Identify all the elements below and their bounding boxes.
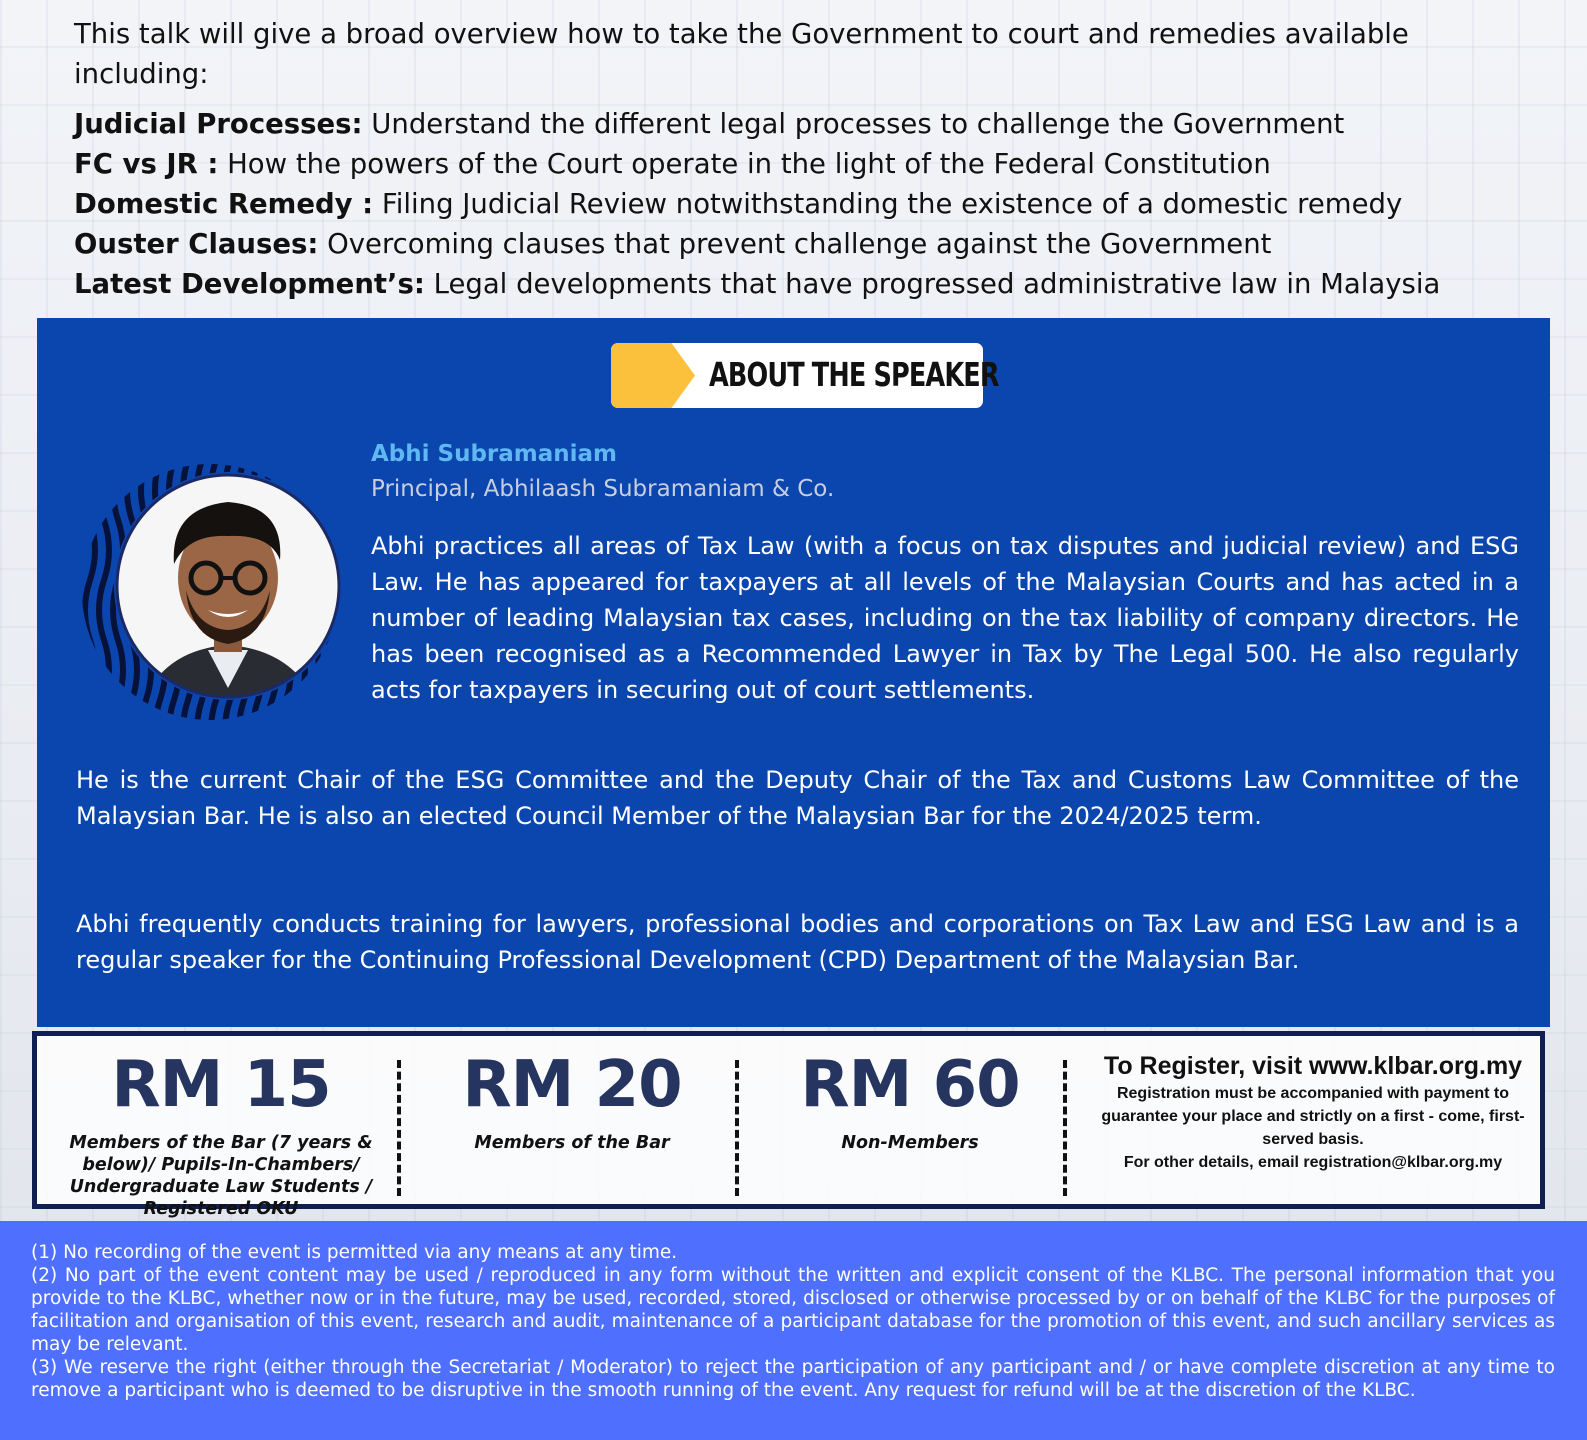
- topic-item: [74, 224, 1534, 264]
- price-audience: Members of the Bar: [474, 1133, 670, 1153]
- topic-text: Understand the different legal processes to challenge the Government: [362, 108, 1345, 140]
- price-tier: [407, 1036, 737, 1204]
- speaker-photo-icon: [70, 460, 346, 726]
- topic-label: Ouster Clauses:: [74, 228, 319, 260]
- topic-item: [74, 104, 1534, 144]
- dashed-divider: [735, 1060, 739, 1196]
- topic-text: Filing Judicial Review notwithstanding the existence of a domestic remedy: [373, 188, 1403, 220]
- register-note: Registration must be accompanied with payment to guarantee your place and strictly on a first - come, first-served basis.: [1101, 1085, 1525, 1148]
- dashed-divider: [397, 1060, 401, 1196]
- terms-item: (3) We reserve the right (either through the Secretariat / Moderator) to reject the participation of any participant and / or have complete discretion at any time to remove a participant who is deemed to be disruptive in the smooth running of the event. Any request for refund will be at the discretion of the KLBC.: [31, 1357, 1555, 1401]
- registration-info: [1083, 1050, 1543, 1174]
- intro-section: [74, 14, 1534, 304]
- pricing-box: [32, 1031, 1545, 1219]
- topic-label: Judicial Processes:: [74, 108, 363, 140]
- topic-item: [74, 184, 1534, 224]
- price-amount: RM 20: [462, 1048, 682, 1122]
- topic-item: [74, 144, 1534, 184]
- about-speaker-tag: [611, 343, 999, 408]
- topic-text: Legal developments that have progressed administrative law in Malaysia: [424, 268, 1441, 300]
- topic-text: How the powers of the Court operate in the light of the Federal Constitution: [218, 148, 1271, 180]
- register-contact: For other details, email registration@klbar.org.my: [1123, 1154, 1503, 1171]
- arrow-tag-icon: [611, 343, 695, 408]
- price-audience: Members of the Bar (7 years & below)/ Pupils-In-Chambers/ Undergraduate Law Students / Registered OKU: [69, 1133, 373, 1219]
- speaker-bio-paragraph: Abhi frequently conducts training for lawyers, professional bodies and corporations on Tax Law and ESG Law and is a regular speaker for the Continuing Professional Development (CPD) Department of the Malaysian Bar.: [76, 910, 1519, 974]
- topic-item: [74, 264, 1534, 304]
- topic-label: Latest Development’s:: [74, 268, 425, 300]
- terms-list: [31, 1241, 1555, 1402]
- terms-section: [0, 1221, 1587, 1440]
- speaker-name: Abhi Subramaniam: [371, 441, 618, 467]
- terms-item: (1) No recording of the event is permitted via any means at any time.: [31, 1242, 678, 1263]
- register-title: To Register, visit www.klbar.org.my: [1103, 1052, 1523, 1080]
- speaker-avatar: [70, 460, 346, 726]
- section-heading: ABOUT THE SPEAKER: [709, 355, 999, 394]
- speaker-bio-paragraph: Abhi practices all areas of Tax Law (with a focus on tax disputes and judicial review) and ESG Law. He has appeared for taxpayers at all levels of the Malaysian Courts and has acted in a number of leading Malaysian tax cases, including on the tax liability of company directors. He has been recognised as a Recommended Lawyer in Tax by The Legal 500. He also regularly acts for taxpayers in securing out of court settlements.: [371, 532, 1519, 704]
- dashed-divider: [1063, 1060, 1067, 1196]
- topic-label: FC vs JR :: [74, 148, 219, 180]
- price-amount: RM 15: [111, 1048, 331, 1122]
- price-amount: RM 60: [800, 1048, 1020, 1122]
- price-tier: [43, 1036, 399, 1219]
- price-tier: [745, 1036, 1075, 1204]
- speaker-title: Principal, Abhilaash Subramaniam & Co.: [371, 476, 835, 502]
- intro-lead: This talk will give a broad overview how to take the Government to court and remedies available including:: [74, 18, 1409, 90]
- terms-item: (2) No part of the event content may be used / reproduced in any form without the written and explicit consent of the KLBC. The personal information that you provide to the KLBC, whether now or in the future, may be used, recorded, stored, disclosed or otherwise processed by or on behalf of the KLBC for the purposes of facilitation and organisation of this event, research and audit, maintenance of a participant database for the promotion of this event, and such ancillary services as may be relevant.: [31, 1265, 1555, 1355]
- price-audience: Non-Members: [841, 1133, 979, 1153]
- speaker-bio-paragraph: He is the current Chair of the ESG Committee and the Deputy Chair of the Tax and Customs Law Committee of the Malaysian Bar. He is also an elected Council Member of the Malaysian Bar for the 2024/2025 term.: [76, 766, 1519, 830]
- topic-text: Overcoming clauses that prevent challenge against the Government: [318, 228, 1272, 260]
- topic-label: Domestic Remedy :: [74, 188, 374, 220]
